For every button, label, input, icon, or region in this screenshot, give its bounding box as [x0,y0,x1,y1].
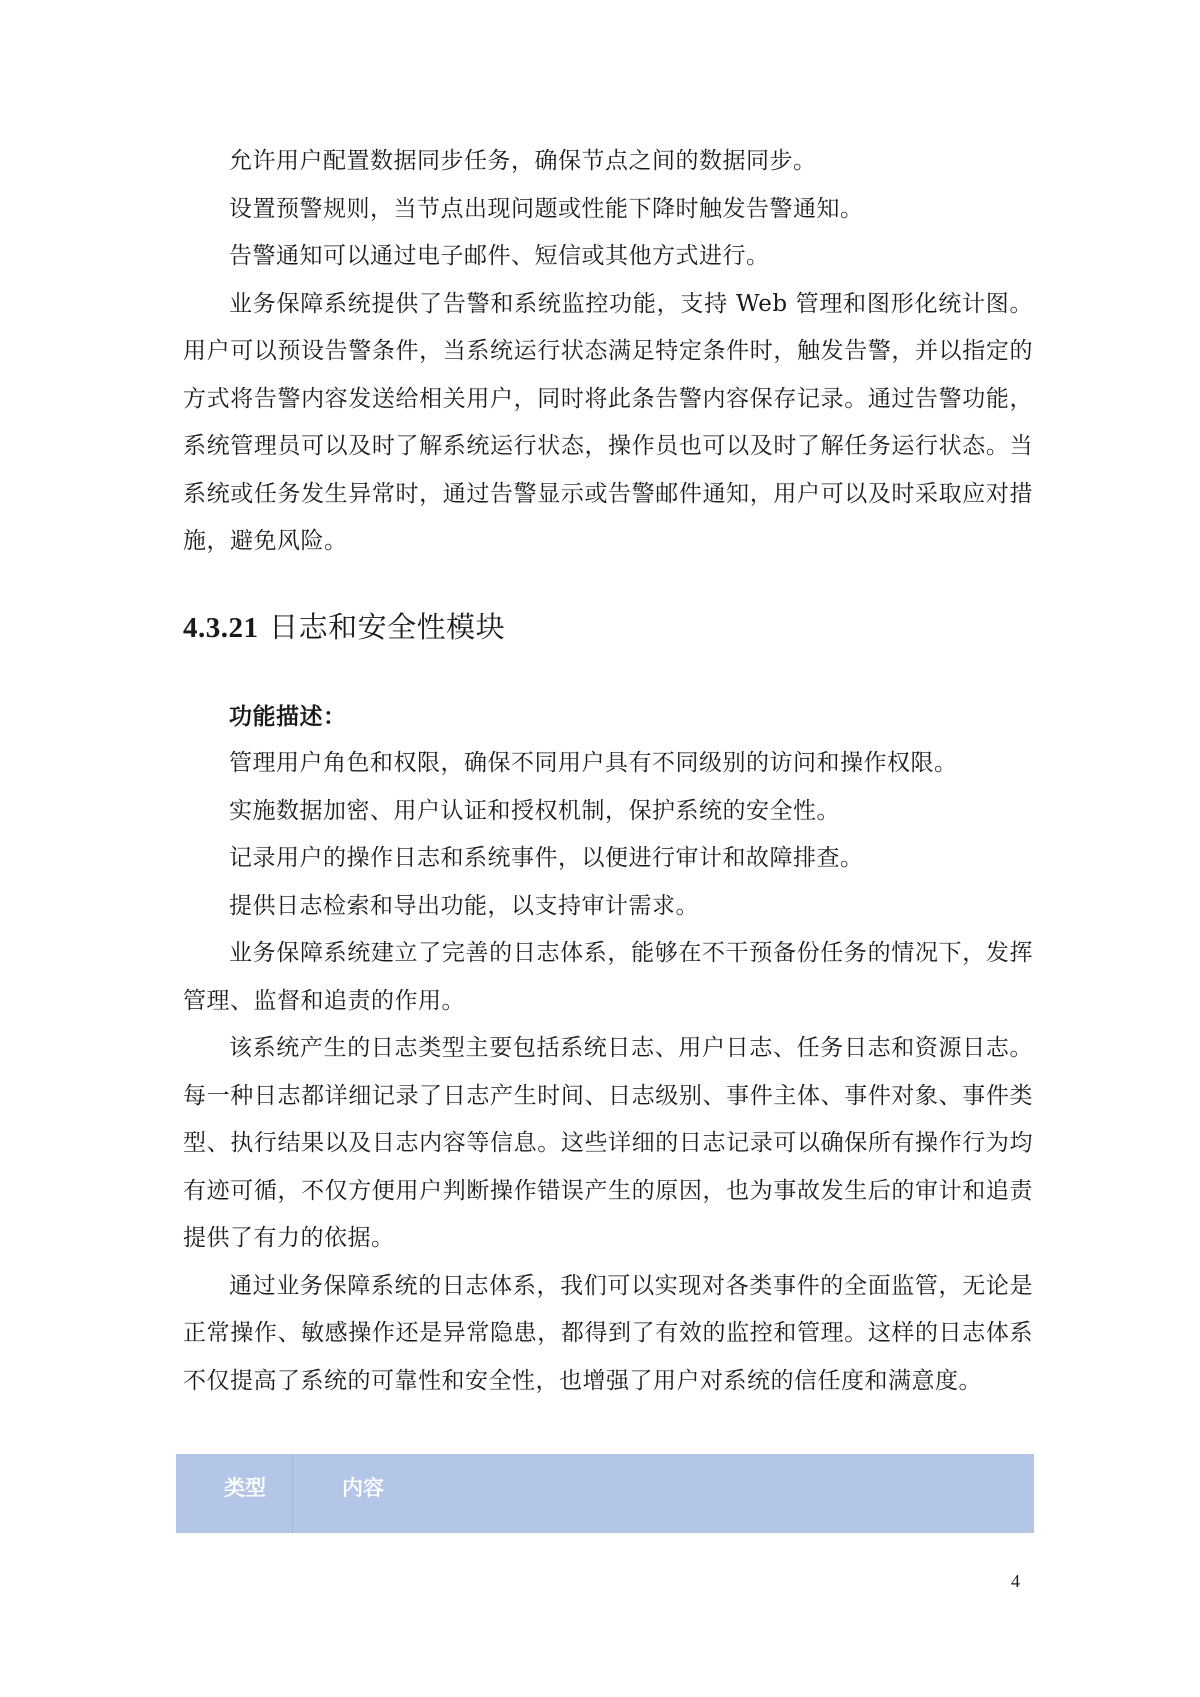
body-paragraph-7: 通过业务保障系统的日志体系，我们可以实现对各类事件的全面监管，无论是正常操作、敏感操作还是异常隐患，都得到了有效的监控和管理。这样的日志体系不仅提高了系统的可靠性和安全性，也增强了用户对系统的信任度和满意度。 [183,1272,1033,1394]
table-header-type: 类型 [176,1454,293,1533]
function-description-label: 功能描述： [229,702,347,730]
intro-paragraph-4: 业务保障系统提供了告警和系统监控功能，支持 Web 管理和图形化统计图。用户可以预设告警条件，当系统运行状态满足特定条件时，触发告警，并以指定的方式将告警内容发送给相关用户，同时将此条告警内容保存记录。通过告警功能，系统管理员可以及时了解系统运行状态，操作员也可以及时了解任务运行状态。当系统或任务发生异常时，通过告警显示或告警邮件通知，用户可以及时采取应对措施，避免风险。 [183,290,1033,554]
body-paragraph-6: 该系统产生的日志类型主要包括系统日志、用户日志、任务日志和资源日志。每一种日志都详细记录了日志产生时间、日志级别、事件主体、事件对象、事件类型、执行结果以及日志内容等信息。这些详细的日志记录可以确保所有操作行为均有迹可循，不仅方便用户判断操作错误产生的原因，也为事故发生后的审计和追责提供了有力的依据。 [183,1035,1033,1251]
page-number: 4 [1011,1571,1020,1591]
intro-paragraph-2: 设置预警规则，当节点出现问题或性能下降时触发告警通知。 [229,195,864,222]
body-paragraph-5: 业务保障系统建立了完善的日志体系，能够在不干预备份任务的情况下，发挥管理、监督和追责的作用。 [183,940,1033,1014]
body-paragraph-2: 实施数据加密、用户认证和授权机制，保护系统的安全性。 [229,797,840,824]
table-header-content: 内容 [342,1476,384,1500]
body-paragraph-3: 记录用户的操作日志和系统事件，以便进行审计和故障排查。 [229,845,864,871]
log-type-table-header [176,1454,1034,1533]
section-heading [183,597,1033,657]
intro-paragraph-3: 告警通知可以通过电子邮件、短信或其他方式进行。 [229,243,770,269]
page-content [183,138,1033,1405]
body-paragraph-1: 管理用户角色和权限，确保不同用户具有不同级别的访问和操作权限。 [229,750,958,776]
intro-paragraph-1: 允许用户配置数据同步任务，确保节点之间的数据同步。 [229,148,817,174]
body-paragraph-4: 提供日志检索和导出功能，以支持审计需求。 [229,892,699,919]
section-number: 4.3.21 [183,611,259,644]
section-title: 日志和安全性模块 [269,609,506,644]
